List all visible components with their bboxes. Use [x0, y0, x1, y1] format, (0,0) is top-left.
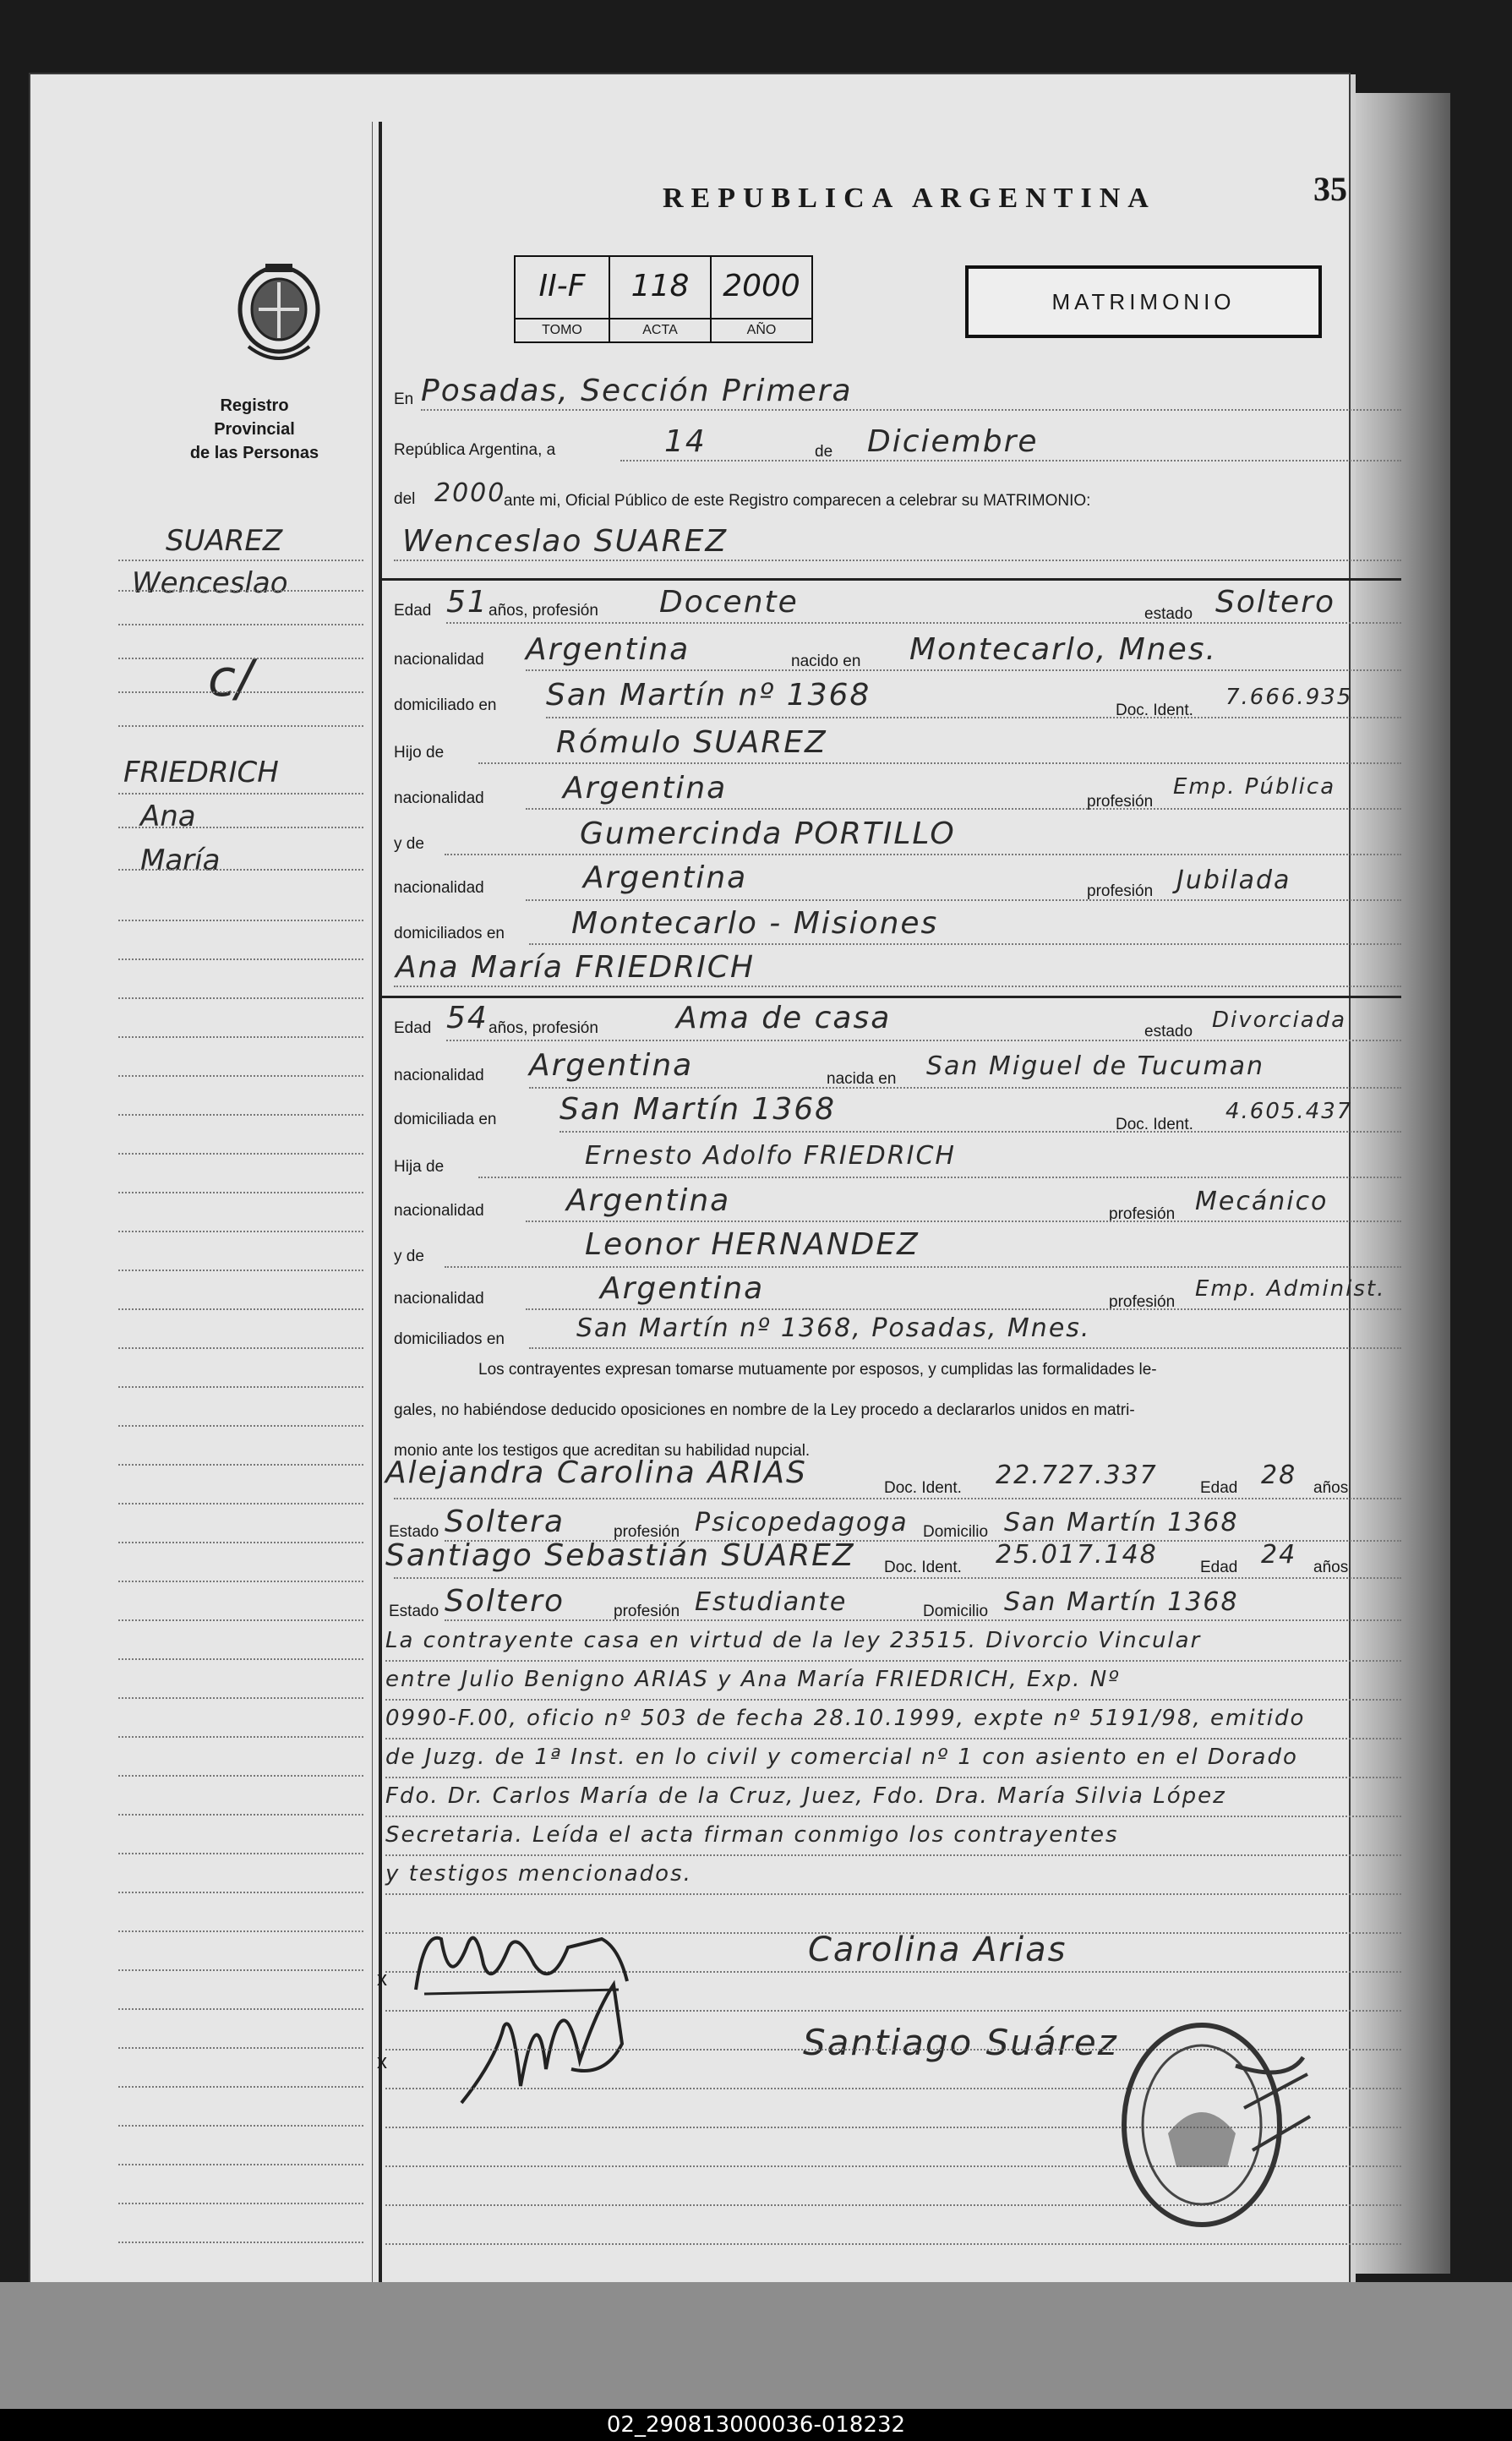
- office-line-2: de las Personas: [189, 444, 319, 462]
- groom-mother: Gumercinda PORTILLO: [580, 816, 956, 851]
- bride-doc: 4.605.437: [1225, 1099, 1353, 1124]
- witness2-signature: Santiago Suárez: [803, 2022, 1118, 2063]
- margin-rule-line: [118, 560, 363, 561]
- groom-nacido-label: nacido en: [791, 653, 861, 670]
- month-value: Diciembre: [867, 424, 1039, 459]
- bride-estado-label: estado: [1144, 1023, 1193, 1040]
- rule: [546, 717, 1401, 718]
- bride-parents-dom-label: domiciliados en: [394, 1330, 505, 1348]
- witness2-doc: 25.017.148: [996, 1540, 1158, 1570]
- bride-birthplace: San Miguel de Tucuman: [926, 1051, 1265, 1081]
- bride-father-profession: Mecánico: [1195, 1187, 1329, 1216]
- note-line-6: Secretaria. Leída el acta firman conmigo los contrayentes: [385, 1822, 1119, 1848]
- rule: [445, 1266, 1401, 1268]
- rule: [385, 1699, 1401, 1701]
- groom-profession: Docente: [659, 585, 799, 620]
- acta-label: ACTA: [610, 318, 710, 341]
- note-line-7: y testigos mencionados.: [385, 1861, 692, 1887]
- tomo-value: II-F: [538, 269, 586, 303]
- margin-rule-line: [118, 1814, 363, 1816]
- margin-rule-line: [118, 2047, 363, 2049]
- bride-full-name: Ana María FRIEDRICH: [396, 950, 756, 985]
- groom-nationality: Argentina: [526, 632, 690, 667]
- groom-yde-label: y de: [394, 835, 424, 853]
- groom-birthplace: Montecarlo, Mnes.: [909, 632, 1217, 667]
- groom-doc: 7.666.935: [1225, 685, 1353, 710]
- margin-rule-line: [118, 1075, 363, 1077]
- bride-domicilio-label: domiciliada en: [394, 1111, 497, 1128]
- witness1-doc-label: Doc. Ident.: [884, 1479, 962, 1497]
- bride-profesion-label: años, profesión: [489, 1019, 598, 1037]
- witness2-address: San Martín 1368: [1004, 1587, 1239, 1617]
- groom-age: 51: [446, 585, 489, 620]
- margin-rule-line: [118, 590, 363, 592]
- rule: [446, 1040, 1401, 1041]
- witness2-anos-label: años: [1313, 1559, 1349, 1576]
- bride-age: 54: [446, 1001, 489, 1035]
- margin-rule-line: [118, 1036, 363, 1038]
- rule: [394, 986, 1401, 987]
- margin-groom-surname: SUAREZ: [166, 524, 283, 558]
- witness1-edad-label: Edad: [1200, 1479, 1238, 1497]
- bride-mother-nat-label: nacionalidad: [394, 1290, 484, 1308]
- margin-rule-line: [118, 1697, 363, 1699]
- section-divider: [382, 578, 1401, 581]
- witness1-signature: Carolina Arias: [808, 1930, 1067, 1969]
- groom-mother-nationality: Argentina: [583, 860, 748, 895]
- place-value: Posadas, Sección Primera: [421, 374, 853, 408]
- acta-value: 118: [630, 269, 690, 303]
- page-number: 35: [1313, 170, 1347, 208]
- rule: [445, 854, 1401, 855]
- margin-rule-line: [118, 793, 363, 795]
- rule: [526, 1308, 1401, 1310]
- margin-rule-line: [118, 1114, 363, 1116]
- rule: [620, 460, 1401, 461]
- margin-rule-line: [118, 1658, 363, 1660]
- witness2-prof-label: profesión: [614, 1603, 680, 1620]
- groom-father-nationality: Argentina: [563, 771, 728, 805]
- bride-nacida-label: nacida en: [827, 1070, 897, 1088]
- margin-rule-line: [118, 1308, 363, 1310]
- bride-doc-label: Doc. Ident.: [1116, 1116, 1193, 1133]
- bride-yde-label: y de: [394, 1248, 424, 1265]
- groom-doc-label: Doc. Ident.: [1116, 702, 1193, 719]
- ano-value: 2000: [723, 269, 800, 303]
- witness2-age: 24: [1261, 1540, 1297, 1570]
- official-stamp-icon: [1117, 2015, 1313, 2235]
- signature-mark-1: x: [377, 1968, 387, 1990]
- rule: [526, 808, 1401, 810]
- witness2-doc-label: Doc. Ident.: [884, 1559, 962, 1576]
- margin-rule-line: [118, 2125, 363, 2127]
- bride-mother-prof-label: profesión: [1109, 1293, 1176, 1311]
- office-line-1: Registro Provincial: [214, 396, 295, 439]
- groom-edad-label: Edad: [394, 602, 432, 620]
- margin-rule-line: [118, 869, 363, 871]
- groom-full-name: Wenceslao SUAREZ: [402, 524, 729, 559]
- note-line-1: La contrayente casa en virtud de la ley 23515. Divorcio Vincular: [385, 1628, 1202, 1653]
- rule: [385, 1738, 1401, 1739]
- margin-rule-line: [118, 725, 363, 727]
- margin-rule-line: [118, 1736, 363, 1738]
- groom-mother-nat-label: nacionalidad: [394, 879, 484, 897]
- margin-rule-line: [118, 1930, 363, 1932]
- margin-groom-name: Wenceslao: [132, 566, 288, 600]
- margin-rule-line: [118, 1386, 363, 1388]
- witness2-profession: Estudiante: [695, 1587, 848, 1617]
- note-line-3: 0990-F.00, oficio nº 503 de fecha 28.10.1999, expte nº 5191/98, emitido: [385, 1706, 1306, 1731]
- bride-estado: Divorciada: [1212, 1008, 1347, 1033]
- section-divider: [382, 996, 1401, 998]
- groom-estado-label: estado: [1144, 605, 1193, 623]
- rule: [445, 1619, 1401, 1621]
- margin-bride-surname: FRIEDRICH: [123, 756, 279, 789]
- rule: [385, 1816, 1401, 1817]
- margin-rule-line: [118, 658, 363, 659]
- rule: [529, 1087, 1401, 1089]
- bride-father-nationality: Argentina: [566, 1183, 731, 1218]
- bride-father-prof-label: profesión: [1109, 1205, 1176, 1223]
- margin-rule-line: [118, 2242, 363, 2243]
- del-label: del: [394, 490, 416, 508]
- tomo-cell: [516, 257, 610, 341]
- ano-cell: [712, 257, 811, 341]
- witness1-name: Alejandra Carolina ARIAS: [385, 1455, 807, 1490]
- document-type-box: MATRIMONIO: [965, 265, 1322, 338]
- groom-mother-prof-label: profesión: [1087, 882, 1154, 900]
- statement-text: ante mi, Oficial Público de este Registro comparecen a celebrar su MATRIMONIO:: [504, 492, 1091, 510]
- rule: [385, 2243, 1401, 2245]
- witness1-address: San Martín 1368: [1004, 1508, 1239, 1537]
- witness1-profession: Psicopedagoga: [695, 1508, 909, 1537]
- margin-rule-line: [118, 1270, 363, 1271]
- margin-rule-line: [118, 827, 363, 828]
- witness2-dom-label: Domicilio: [923, 1603, 989, 1620]
- bride-nacionalidad-label: nacionalidad: [394, 1067, 484, 1084]
- rule: [394, 560, 1401, 561]
- bride-hija-label: Hija de: [394, 1158, 445, 1176]
- margin-rule-line: [118, 1542, 363, 1543]
- groom-hijo-label: Hijo de: [394, 744, 445, 762]
- margin-rule-line: [118, 1619, 363, 1621]
- rule: [446, 622, 1401, 624]
- margin-rule-line: [118, 624, 363, 625]
- rule: [529, 943, 1401, 945]
- bride-nationality: Argentina: [529, 1048, 694, 1083]
- margin-rule-line: [118, 1853, 363, 1854]
- margin-rule-line: [118, 1192, 363, 1193]
- acta-cell: [610, 257, 712, 341]
- rule: [526, 669, 1401, 671]
- provincial-crest-icon: [232, 262, 326, 372]
- signature-mark-2: x: [377, 2051, 387, 2073]
- margin-rule-line: [118, 920, 363, 921]
- rule: [526, 1220, 1401, 1222]
- note-line-2: entre Julio Benigno ARIAS y Ana María FRIEDRICH, Exp. Nº: [385, 1667, 1121, 1692]
- de-label: de: [815, 443, 833, 461]
- register-page: [30, 74, 1386, 2282]
- bride-father-nat-label: nacionalidad: [394, 1202, 484, 1220]
- rule: [385, 1777, 1401, 1778]
- groom-parents-dom-label: domiciliados en: [394, 925, 505, 942]
- margin-bride-name2: María: [140, 844, 221, 877]
- witness1-anos-label: años: [1313, 1479, 1349, 1497]
- rule: [385, 1854, 1401, 1856]
- bride-address: San Martín 1368: [559, 1092, 837, 1127]
- margin-rule-line: [118, 1347, 363, 1349]
- groom-estado: Soltero: [1215, 585, 1335, 620]
- rule: [478, 762, 1401, 764]
- margin-rule-line: [118, 2086, 363, 2088]
- margin-rule-line: [118, 1153, 363, 1155]
- table-surface: [0, 2282, 1512, 2409]
- tomo-label: TOMO: [516, 318, 609, 341]
- groom-father-profession: Emp. Pública: [1173, 774, 1336, 800]
- day-value: 14: [664, 424, 707, 459]
- witness1-prof-label: profesión: [614, 1523, 680, 1541]
- rule: [559, 1131, 1401, 1133]
- bride-mother: Leonor HERNANDEZ: [585, 1227, 920, 1262]
- margin-rule-line: [118, 1775, 363, 1777]
- margin-conjunction: c/: [208, 649, 254, 708]
- margin-rule-line: [118, 1231, 363, 1232]
- margin-rule-line: [118, 1503, 363, 1504]
- groom-nacionalidad-label: nacionalidad: [394, 651, 484, 669]
- margin-rule-line: [118, 1464, 363, 1466]
- margin-rule-line: [118, 2008, 363, 2010]
- witness1-estado-label: Estado: [389, 1523, 439, 1541]
- rule: [529, 1347, 1401, 1349]
- en-label: En: [394, 390, 414, 408]
- groom-mother-profession: Jubilada: [1176, 866, 1291, 895]
- margin-rule-line: [118, 2164, 363, 2165]
- rule: [421, 409, 1401, 411]
- rule: [385, 1660, 1401, 1662]
- witness1-estado: Soltera: [445, 1504, 565, 1539]
- groom-domicilio-label: domiciliado en: [394, 696, 497, 714]
- bride-father: Ernesto Adolfo FRIEDRICH: [585, 1141, 956, 1171]
- bride-parents-address: San Martín nº 1368, Posadas, Mnes.: [576, 1313, 1091, 1343]
- margin-rule: [379, 122, 382, 2285]
- groom-father: Rómulo SUAREZ: [556, 725, 827, 760]
- margin-rule-line: [118, 1969, 363, 1971]
- margin-rule-line: [118, 958, 363, 960]
- bride-mother-profession: Emp. Administ.: [1195, 1276, 1386, 1302]
- register-box: [514, 255, 813, 343]
- legal-line-1: Los contrayentes expresan tomarse mutuamente por esposos, y cumplidas las formalidades le-: [478, 1361, 1157, 1379]
- country-title: REPUBLICA ARGENTINA: [663, 183, 1156, 214]
- bride-edad-label: Edad: [394, 1019, 432, 1037]
- contracting-party-signature-2: [445, 1959, 647, 2120]
- groom-parents-address: Montecarlo - Misiones: [571, 906, 939, 941]
- image-id-label: 02_290813000036-018232: [0, 2409, 1512, 2441]
- margin-rule-line: [118, 2203, 363, 2204]
- witness2-estado: Soltero: [445, 1584, 565, 1619]
- ano-label: AÑO: [712, 318, 811, 341]
- margin-rule-line: [118, 997, 363, 999]
- rule: [394, 1577, 1401, 1579]
- note-line-5: Fdo. Dr. Carlos María de la Cruz, Juez, Fdo. Dra. María Silvia López: [385, 1783, 1226, 1809]
- witness1-doc: 22.727.337: [996, 1461, 1158, 1490]
- legal-line-2: gales, no habiéndose deducido oposiciones en nombre de la Ley procedo a declararlos unidos en matri-: [394, 1401, 1135, 1419]
- rule: [526, 899, 1401, 901]
- margin-rule-line: [118, 1581, 363, 1582]
- rule: [394, 1498, 1401, 1499]
- margin-rule-line: [118, 1892, 363, 1893]
- bride-mother-nationality: Argentina: [600, 1271, 765, 1306]
- book-page-edge: [1349, 93, 1450, 2274]
- groom-profesion-label: años, profesión: [489, 602, 598, 620]
- groom-father-prof-label: profesión: [1087, 793, 1154, 811]
- witness2-edad-label: Edad: [1200, 1559, 1238, 1576]
- margin-rule-line: [118, 1425, 363, 1427]
- bride-profession: Ama de casa: [676, 1001, 892, 1035]
- rule: [478, 1177, 1401, 1178]
- rule: [385, 1893, 1401, 1895]
- note-line-4: de Juzg. de 1ª Inst. en lo civil y comercial nº 1 con asiento en el Dorado: [385, 1745, 1298, 1770]
- year-value: 2000: [434, 478, 506, 508]
- witness1-age: 28: [1261, 1461, 1297, 1490]
- margin-rule-line: [118, 691, 363, 693]
- witness1-dom-label: Domicilio: [923, 1523, 989, 1541]
- registry-office-name: [183, 394, 326, 465]
- groom-father-nat-label: nacionalidad: [394, 789, 484, 807]
- margin-bride-name1: Ana: [140, 800, 196, 833]
- legal-line-3: monio ante los testigos que acreditan su habilidad nupcial.: [394, 1442, 811, 1460]
- margin-rule-thin: [372, 122, 373, 2285]
- republica-label: República Argentina, a: [394, 441, 556, 459]
- groom-address: San Martín nº 1368: [546, 678, 871, 713]
- witness2-name: Santiago Sebastián SUAREZ: [385, 1538, 855, 1573]
- witness2-estado-label: Estado: [389, 1603, 439, 1620]
